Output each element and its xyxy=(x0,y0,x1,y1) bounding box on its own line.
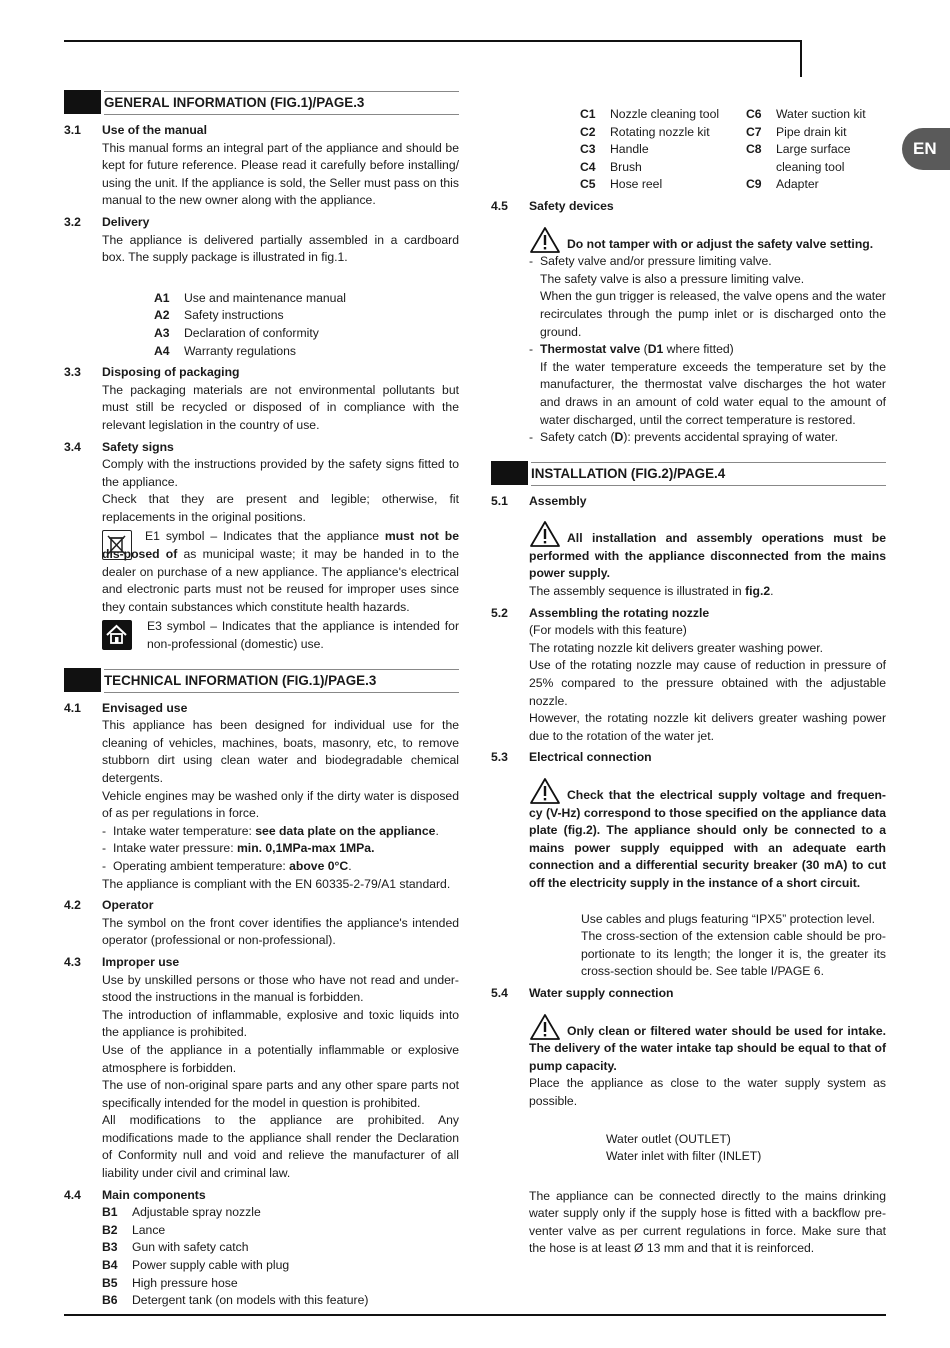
bottom-rule xyxy=(64,1314,886,1316)
list-item: C2 Rotating nozzle kit xyxy=(580,124,710,139)
left-column xyxy=(64,90,459,1310)
warning-note: Check that the electrical supply voltage and frequen-cy (V-Hz) correspond to those specified on the appliance data plate (fig.2). The appliance should only be connected to a mains power supply equipped with an adequate earth connection and a differential security breaker (30 mA) to cut off the electricity supply in the instance of a short circuit. xyxy=(529,787,886,893)
list-item: A1 Use and maintenance manual xyxy=(154,290,346,305)
subsection-3-4: 3.4 Safety signs Comply with the instructions provided by the safety signs fitted to the appliance. Check that they are present and legible; otherwise, fit replacements in the original positions. E1 symbol – Indicates that the appliance must not be dis-posed of as municipal waste; it may be handed in to the dealer on purchase of a new appliance. The appliance's electrical and electronic parts must not be reused for improper uses since they contain substances which constitute health hazards. E3 symbol – Indicates that the appliance is intended for non-professional (domestic) use. xyxy=(64,439,459,654)
list-item: Water outlet (OUTLET) xyxy=(606,1131,731,1146)
list-item: - Safety catch (D): prevents accidental spraying of water. xyxy=(529,430,839,445)
warning-icon xyxy=(529,777,561,805)
subsection-title: Delivery xyxy=(102,214,150,229)
top-corner-rule xyxy=(800,40,802,77)
e1-symbol-block: E1 symbol – Indicates that the appliance must not be dis-posed of as municipal waste; it may be handed in to the dealer on purchase of a new appliance. The appliance's electrical and electronic parts must not be reused for improper uses since they contain substances which constitute health hazards. xyxy=(102,529,459,614)
list-item: C8 Large surface xyxy=(746,142,851,157)
list-item: - Intake water pressure: min. 0,1MPa-max 1MPa. xyxy=(102,841,375,856)
list-item: - Thermostat valve (D1 where fitted) xyxy=(529,342,734,357)
list-item: B1 Adjustable spray nozzle xyxy=(102,1205,261,1220)
subsection-3-1: 3.1 Use of the manual This manual forms an integral part of the appliance and should be kept for future reference. Please read it carefully before installing/ using the unit. If the appliance is sold, the Seller must pass on this manual to the new owner along with the appliance. xyxy=(64,123,459,208)
section-title: TECHNICAL INFORMATION (FIG.1)/PAGE.3 xyxy=(104,669,459,693)
list-item: C9 Adapter xyxy=(746,177,819,192)
subsection-3-3: 3.3 Disposing of packaging The packaging materials are not environmental pollutants but must still be recycled or disposed of in compliance with the relevant legislation in the country of use. xyxy=(64,365,459,432)
subsection-title: Envisaged use xyxy=(102,700,188,715)
subsection-title: Use of the manual xyxy=(102,123,207,137)
subsection-title: Improper use xyxy=(102,954,180,969)
subsection-4-3: 4.3 Improper use Use by unskilled persons or those who have not read and under-stood the instructions in the manual is forbidden. The introduction of inflammable, explosive and toxic liquids into the appliance is prohibited. Use of the appliance in a potentially inflammable or explosive atmosphere is forbidden. The use of non-original spare parts and any other spare parts not specifically intended for the model in question is prohibited. All modifications to the appliance are prohibited. Any modifications made to the appliance shall render the Declaration of Conformity null and void and relieve the manufacturer of all liability under civil and criminal law. xyxy=(64,954,459,1181)
subsection-4-2: 4.2 Operator The symbol on the front cover identifies the appliance's intended operator (professional or non-professional). xyxy=(64,898,459,948)
delivery-list xyxy=(154,290,459,360)
subsection-title: Electrical connection xyxy=(529,750,652,765)
cable-notes: Use cables and plugs featuring “IPX5” protection level. The cross-section of the extension cable should be pro-portionate to its length; the longer it is, the greater its cross-section should be. See table I/PAGE 6. xyxy=(581,911,886,979)
subsection-3-2: 3.2 Delivery The appliance is delivered partially assembled in a cardboard box. The supply package is illustrated in fig.1. A1 Use and maintenance manual A2 Safety instructions A3 Declaration of conformity A4 Warranty regulations xyxy=(64,214,459,360)
section-3-header xyxy=(64,90,459,116)
list-item: A3 Declaration of conformity xyxy=(154,325,319,340)
subsection-title: Operator xyxy=(102,898,154,913)
subsection-5-4: 5.4 Water supply connection Only clean or filtered water should be used for intake. The delivery of the water intake tap should be equal to that of pump capacity. Place the appliance as close to the water supply system as possible. Water outlet (OUTLET) Water inlet with filter (INLET) The appliance can be connected directly to the mains drinking water supply only if the supply hose is fitted with a backflow pre-venter valve as per current regulations in force. Make sure that the hose is at least Ø 13 mm and that it is reinforced. xyxy=(491,985,886,1256)
subsection-5-1: 5.1 Assembly All installation and assembly operations must be performed with the appliance disconnected from the mains power supply. The assembly sequence is illustrated in fig.2. xyxy=(491,493,886,599)
weee-bin-icon xyxy=(102,530,132,560)
list-item: C3 Handle xyxy=(580,142,649,157)
subsection-title: Disposing of packaging xyxy=(102,365,240,380)
components-c-list xyxy=(580,106,886,194)
language-tab: EN xyxy=(902,128,950,170)
right-column xyxy=(491,106,886,1258)
list-item: A4 Warranty regulations xyxy=(154,343,296,358)
section-title: INSTALLATION (FIG.2)/PAGE.4 xyxy=(531,462,886,486)
water-connection-list xyxy=(606,1131,886,1166)
subsection-title: Assembly xyxy=(529,493,587,508)
list-item: C5 Hose reel xyxy=(580,177,663,192)
e3-symbol-block: E3 symbol – Indicates that the appliance is intended for non-professional (domestic) use. xyxy=(102,618,459,653)
list-item: B2 Lance xyxy=(102,1222,166,1237)
section-5-header xyxy=(491,461,886,487)
warning-icon xyxy=(529,520,561,548)
subsection-5-3: 5.3 Electrical connection Check that the electrical supply voltage and frequen-cy (V-Hz) correspond to those specified on the appliance data plate (fig.2). The appliance should only be connected to a mains power supply equipped with an adequate earth connection and a differential security breaker (30 mA) to cut off the electricity supply in the instance of a short circuit. Use cables and plugs featuring “IPX5” protection level. The cross-section of the extension cable should be pro-portionate to its length; the longer it is, the greater its cross-section should be. See table I/PAGE 6. xyxy=(491,749,886,981)
subsection-5-2: 5.2 Assembling the rotating nozzle (For models with this feature) The rotating nozzle kit delivers greater washing power. Use of the rotating nozzle may cause of reduction in pressure of 25% compared to the pressure obtained with the adjustable nozzle. However, the rotating nozzle kit delivers greater washing power due to the rotation of the water jet. xyxy=(491,605,886,743)
subsection-title: Assembling the rotating nozzle xyxy=(529,605,710,620)
list-item: B4 Power supply cable with plug xyxy=(102,1258,290,1273)
warning-note: Only clean or filtered water should be used for intake. The delivery of the water intake tap should be equal to that of pump capacity. xyxy=(529,1023,886,1076)
list-item: - Safety valve and/or pressure limiting valve. xyxy=(529,254,772,269)
subsection-4-4: 4.4 Main components B1 Adjustable spray nozzle B2 Lance B3 Gun with safety catch B4 Power supply cable with plug B5 High pressure hose B6 Detergent tank (on models with this feature) xyxy=(64,1187,459,1310)
list-item: C6 Water suction kit xyxy=(746,107,866,121)
section-4-header xyxy=(64,668,459,694)
warning-icon xyxy=(529,226,561,254)
list-item: B5 High pressure hose xyxy=(102,1275,238,1290)
list-item: C7 Pipe drain kit xyxy=(746,124,847,139)
subsection-title: Main components xyxy=(102,1187,206,1202)
subsection-title: Safety signs xyxy=(102,439,174,454)
list-item: - Operating ambient temperature: above 0°C. xyxy=(102,858,352,873)
top-rule xyxy=(64,40,802,42)
warning-note: All installation and assembly operations must be performed with the appliance disconnected from the mains power supply. xyxy=(529,530,886,583)
subsection-4-5: 4.5 Safety devices Do not tamper with or adjust the safety valve setting. - Safety valve and/or pressure limiting valve. The safety valve is also a pressure limiting valve. When the gun trigger is released, the valve opens and the water recirculates through the pump inlet or is discharged onto the ground. - Thermostat valve (D1 where fitted) If the water temperature exceeds the temperature set by the manufacturer, the thermostat valve discharges the hot water and draws in an amount of cold water equal to the amount of water discharged, until the correct temperature is restored. - Safety catch (D): prevents accidental spraying of water. xyxy=(491,198,886,447)
list-item: C4 Brush xyxy=(580,159,642,174)
list-item: cleaning tool xyxy=(776,159,845,174)
subsection-title: Water supply connection xyxy=(529,985,674,1000)
list-item: B3 Gun with safety catch xyxy=(102,1240,249,1255)
list-item: - Intake water temperature: see data plate on the appliance. xyxy=(102,823,439,838)
subsection-title: Safety devices xyxy=(529,198,614,213)
warning-icon xyxy=(529,1013,561,1041)
subsection-4-1: 4.1 Envisaged use This appliance has been designed for individual use for the cleaning of vehicles, machines, boats, masonry, etc, to remove stubborn dirt using clean water and biodegradable chemical detergents. Vehicle engines may be washed only if the dirty water is disposed of as per regulations in force. - Intake water temperature: see data plate on the appliance. - Intake water pressure: min. 0,1MPa-max 1MPa. - Operating ambient temperature: above 0°C. The appliance is compliant with the EN 60335-2-79/A1 standard. xyxy=(64,700,459,891)
section-title: GENERAL INFORMATION (FIG.1)/PAGE.3 xyxy=(104,91,459,115)
list-item: C1 Nozzle cleaning tool xyxy=(580,107,720,121)
house-icon xyxy=(102,620,132,650)
list-item: Water inlet with filter (INLET) xyxy=(606,1149,762,1164)
list-item: A2 Safety instructions xyxy=(154,308,284,323)
warning-note: Do not tamper with or adjust the safety valve setting. xyxy=(529,236,886,254)
list-item: B6 Detergent tank (on models with this feature) xyxy=(102,1293,369,1308)
components-list xyxy=(102,1204,459,1310)
